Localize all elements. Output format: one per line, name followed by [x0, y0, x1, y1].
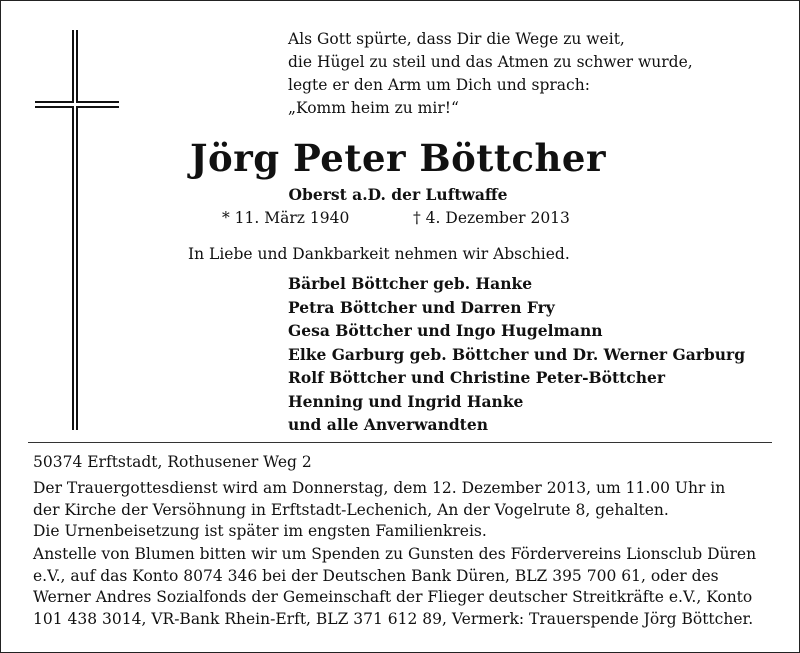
deceased-name: Jörg Peter Böttcher [190, 136, 606, 180]
service-info [33, 478, 725, 543]
poem-line: legte er den Arm um Dich und sprach: [288, 76, 590, 94]
birth-date: * 11. März 1940 [222, 209, 350, 227]
mourner: und alle Anverwandten [288, 415, 488, 434]
donation-info [33, 544, 756, 630]
mourners-list [288, 272, 745, 437]
donation-line: 101 438 3014, VR-Bank Rhein-Erft, BLZ 371 612 89, Vermerk: Trauerspende Jörg Böttcher. [33, 609, 754, 628]
address: 50374 Erftstadt, Rothusener Weg 2 [33, 453, 312, 471]
poem [288, 28, 693, 120]
divider [28, 442, 772, 443]
service-line: der Kirche der Versöhnung in Erftstadt-Lechenich, An der Vogelrute 8, gehalten. [33, 500, 669, 519]
mourner: Henning und Ingrid Hanke [288, 391, 524, 411]
mourner: Elke Garburg geb. Böttcher und Dr. Werner Garburg [288, 344, 746, 364]
donation-line: Anstelle von Blumen bitten wir um Spenden zu Gunsten des Fördervereins Lionsclub Düren [33, 545, 757, 563]
donation-line: e.V., auf das Konto 8074 346 bei der Deutschen Bank Düren, BLZ 395 700 61, oder des [33, 566, 719, 585]
mourner: Petra Böttcher und Darren Fry [288, 297, 555, 317]
mourner: Gesa Böttcher und Ingo Hugelmann [288, 321, 603, 340]
donation-line: Werner Andres Sozialfonds der Gemeinschaft der Flieger deutscher Streitkräfte e.V., Konto [33, 588, 753, 606]
mourner: Rolf Böttcher und Christine Peter-Böttcher [288, 368, 666, 387]
poem-line: „Komm heim zu mir!“ [288, 99, 459, 117]
death-date: † 4. Dezember 2013 [413, 209, 570, 227]
farewell-text: In Liebe und Dankbarkeit nehmen wir Abschied. [188, 245, 570, 263]
deceased-title-row [0, 185, 800, 204]
poem-line: die Hügel zu steil und das Atmen zu schwer wurde, [288, 53, 693, 71]
mourner: Bärbel Böttcher geb. Hanke [288, 274, 533, 293]
deceased-title: Oberst a.D. der Luftwaffe [288, 185, 508, 204]
service-line: Die Urnenbeisetzung ist später im engsten Familienkreis. [33, 522, 487, 540]
poem-line: Als Gott spürte, dass Dir die Wege zu weit, [288, 30, 625, 48]
deceased-name-row [0, 138, 800, 178]
service-line: Der Trauergottesdienst wird am Donnerstag, dem 12. Dezember 2013, um 11.00 Uhr in [33, 479, 726, 497]
